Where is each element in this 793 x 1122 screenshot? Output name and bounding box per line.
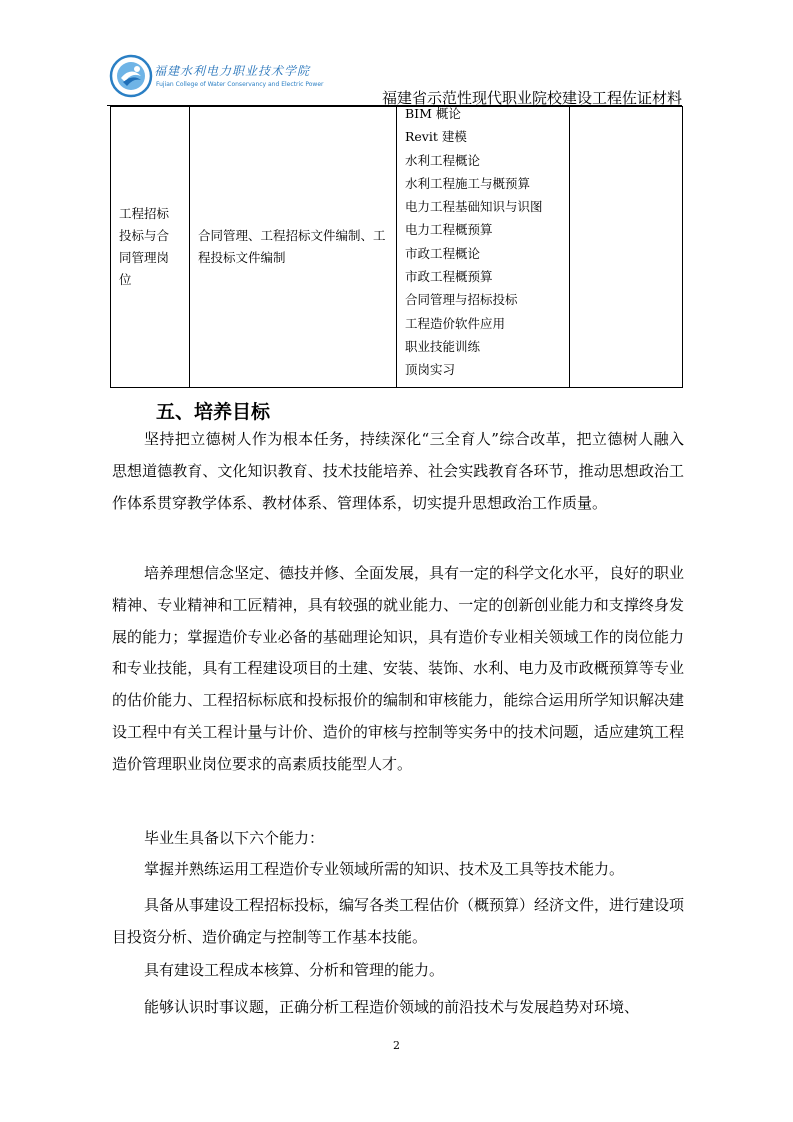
paragraph: 具有建设工程成本核算、分析和管理的能力。	[144, 961, 445, 979]
course-item: 合同管理与招标投标	[405, 292, 518, 308]
tasks-cell: 合同管理、工程招标文件编制、工程投标文件编制	[190, 107, 397, 388]
paragraph: 掌握并熟练运用工程造价专业领域所需的知识、技术及工具等技术能力。	[144, 860, 625, 878]
course-item: Revit 建模	[405, 129, 467, 145]
page-header	[107, 52, 682, 107]
course-item: 水利工程概论	[405, 152, 481, 168]
position-course-table	[110, 106, 683, 388]
course-item: 市政工程概预算	[405, 269, 493, 285]
courses-cell	[397, 107, 570, 388]
page-number: 2	[393, 1039, 400, 1052]
position-cell: 工程招标投标与合同管理岗位	[111, 107, 190, 388]
course-item: 职业技能训练	[405, 338, 481, 354]
table-row	[111, 107, 683, 388]
course-item: 电力工程基础知识与识图	[405, 199, 543, 215]
header-title: 福建省示范性现代职业院校建设工程佐证材料	[381, 89, 682, 107]
paragraph: 毕业生具备以下六个能力：	[144, 829, 325, 847]
course-item: 市政工程概论	[405, 245, 481, 261]
college-emblem-icon	[107, 52, 155, 100]
course-item: 电力工程概预算	[405, 222, 493, 238]
remarks-cell	[570, 107, 683, 388]
paragraph: 能够认识时事议题，正确分析工程造价领域的前沿技术与发展趋势对环境、	[144, 998, 640, 1016]
paragraph: 具备从事建设工程招标投标，编写各类工程估价（概预算）经济文件，进行建设项目投资分析、造价确定与控制等工作基本技能。	[112, 896, 685, 946]
section-title: 五、培养目标	[156, 401, 271, 423]
course-item: 水利工程施工与概预算	[405, 175, 531, 191]
school-name-cn: 福建水利电力职业技术学院	[154, 64, 311, 78]
course-item: 工程造价软件应用	[405, 315, 506, 331]
course-item: 顶岗实习	[405, 362, 456, 378]
paragraph: 培养理想信念坚定、德技并修、全面发展，具有一定的科学文化水平，良好的职业精神、专业精神和工匠精神，具有较强的就业能力、一定的创新创业能力和支撑终身发展的能力；掌握造价专业必备的基础理论知识，具有造价专业相关领域工作的岗位能力和专业技能，具有工程建设项目的土建、安装、装饰、水利、电力及市政概预算等专业的估价能力、工程招标标底和投标报价的编制和审核能力，能综合运用所学知识解决建设工程中有关工程计量与计价、造价的审核与控制等实务中的技术问题，适应建筑工程造价管理职业岗位要求的高素质技能型人才。	[112, 564, 685, 773]
school-name-en: Fujian College of Water Conservancy and Electric Power	[156, 81, 324, 88]
paragraph: 坚持把立德树人作为根本任务，持续深化“三全育人”综合改革，把立德树人融入思想道德教育、文化知识教育、技术技能培养、社会实践教育各环节，推动思想政治工作体系贯穿教学体系、教材体系、管理体系，切实提升思想政治工作质量。	[112, 430, 684, 512]
course-item: BIM 概论	[405, 106, 461, 121]
